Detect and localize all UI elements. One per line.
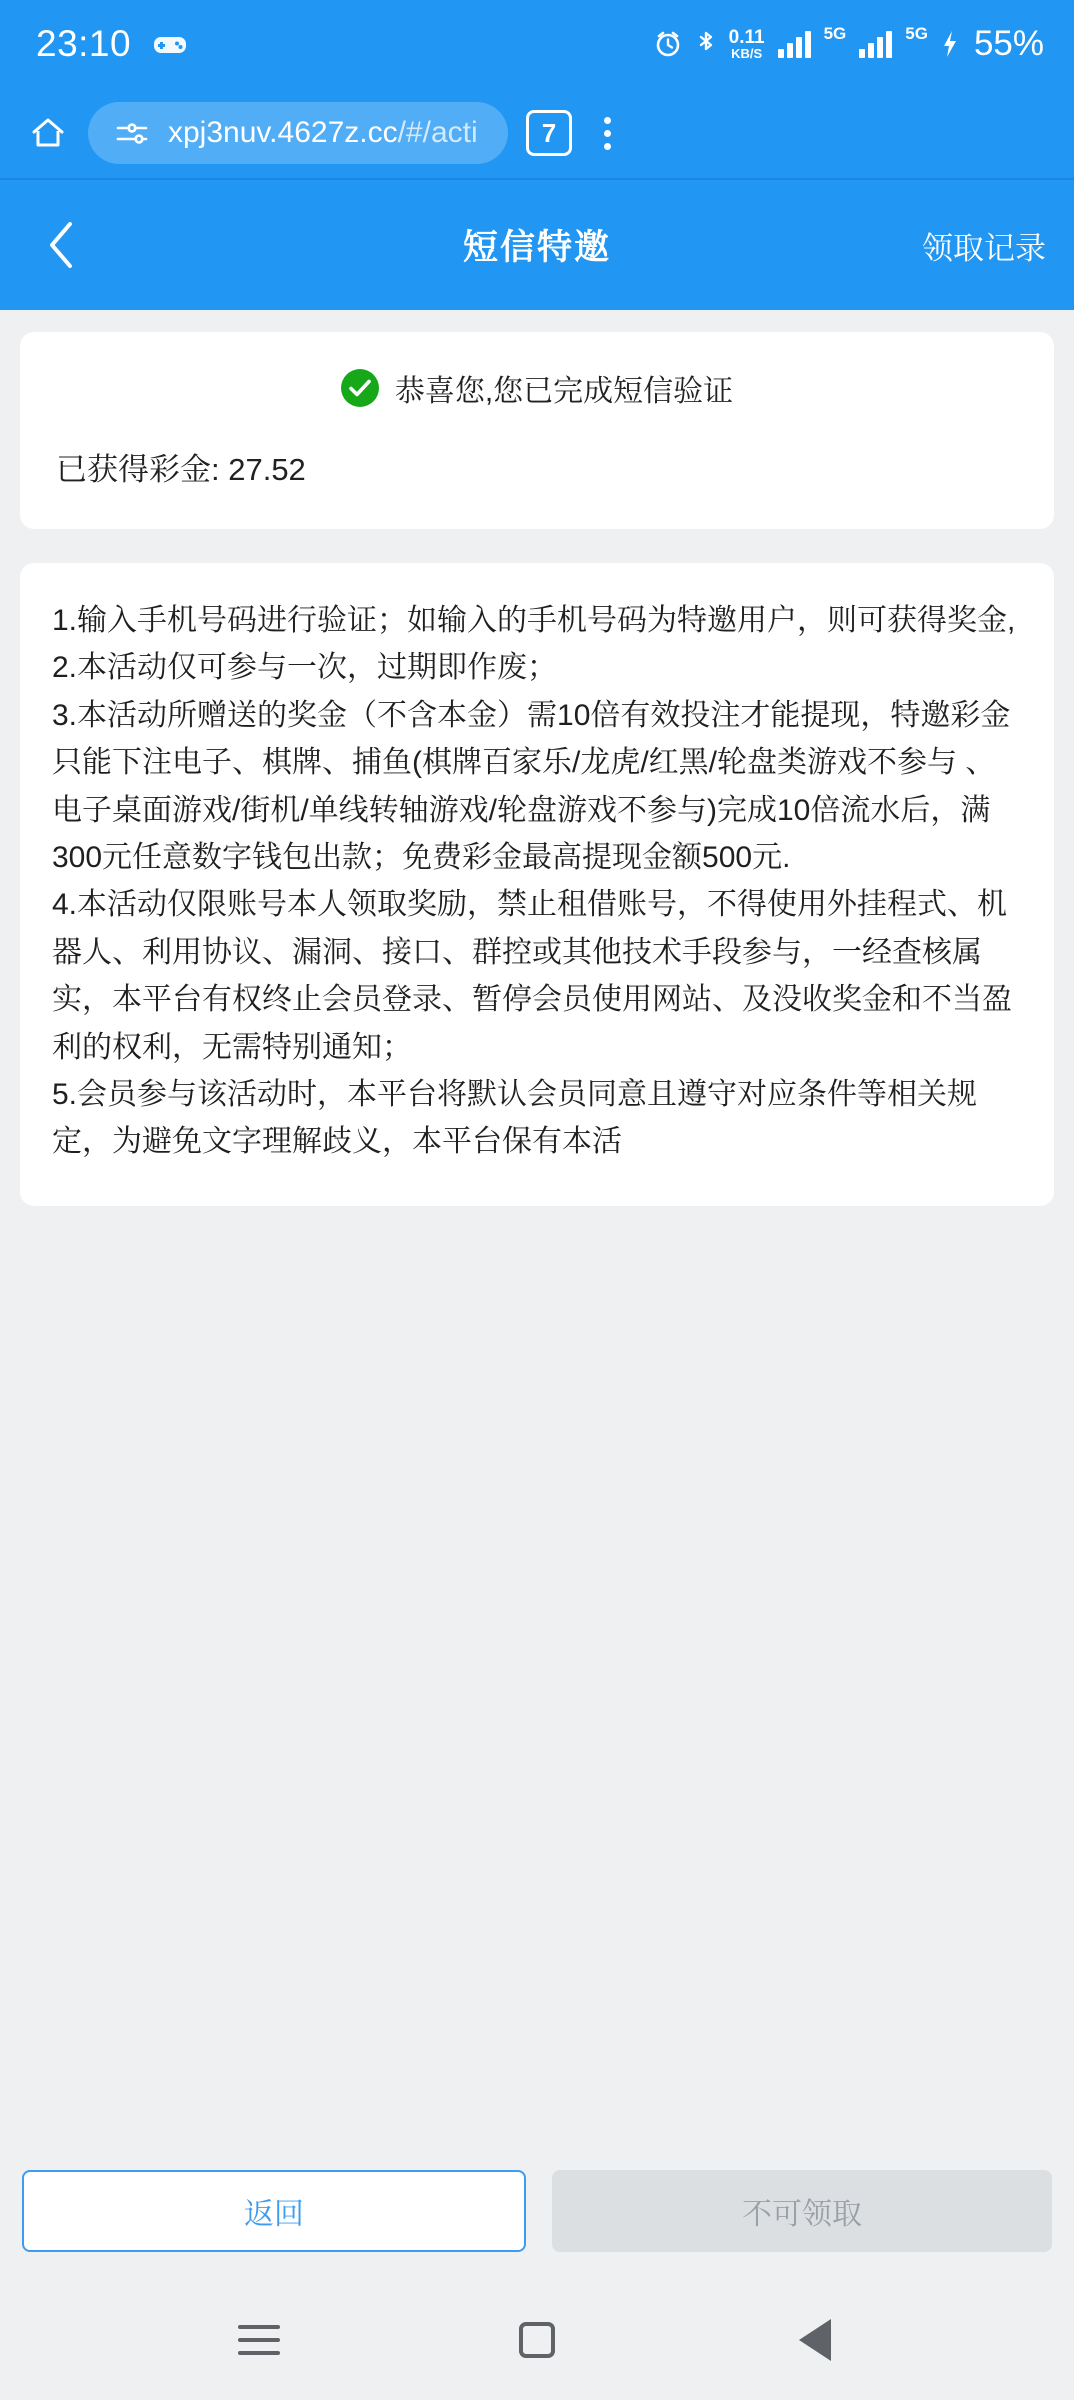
network-speed-unit: KB/S <box>731 46 763 61</box>
success-message: 恭喜您,您已完成短信验证 <box>394 375 734 408</box>
browser-toolbar <box>0 88 1074 178</box>
rule-line: 1.输入手机号码进行验证；如输入的手机号码为特邀用户，则可获得奖金, <box>52 604 1016 637</box>
sim1-network-label: 5G <box>823 24 847 43</box>
rule-line: 2.本活动仅可参与一次，过期即作废； <box>52 651 558 685</box>
claim-records-link[interactable]: 领取记录 <box>922 230 1046 266</box>
back-triangle-icon[interactable] <box>770 2305 860 2375</box>
back-button[interactable]: 返回 <box>22 2170 526 2252</box>
footer-actions <box>0 2170 1074 2252</box>
charging-bolt-icon <box>941 29 959 59</box>
recents-icon[interactable] <box>214 2305 304 2375</box>
tab-counter-button[interactable]: 7 <box>526 110 572 156</box>
status-bar-right <box>653 24 1044 64</box>
home-icon[interactable] <box>26 111 70 155</box>
page-title: 短信特邀 <box>462 228 611 267</box>
url-path: /#/acti <box>397 116 478 149</box>
overflow-menu-icon[interactable] <box>590 111 625 156</box>
status-bar-left <box>36 23 187 65</box>
back-chevron-icon[interactable] <box>28 210 98 280</box>
success-check-icon <box>341 369 379 407</box>
url-host: xpj3nuv.4627z.cc <box>168 116 398 149</box>
bluetooth-icon <box>696 29 716 59</box>
status-clock: 23:10 <box>36 23 132 64</box>
result-card <box>20 332 1054 529</box>
rules-card <box>20 563 1054 1206</box>
system-nav-bar <box>0 2280 1074 2400</box>
page-header <box>0 180 1074 310</box>
battery-percentage: 55% <box>973 24 1044 63</box>
network-speed-value: 0.11 <box>728 27 765 48</box>
bonus-amount-text: 已获得彩金: 27.52 <box>56 452 306 487</box>
address-bar[interactable] <box>88 102 508 164</box>
network-speed-indicator <box>729 28 765 60</box>
sim2-network-label: 5G <box>905 24 928 43</box>
success-row <box>52 366 1022 410</box>
rule-line: 3.本活动所赠送的奖金（不含本金）需10倍有效投注才能提现，特邀彩金只能下注电子、棋牌、捕鱼(棋牌百家乐/龙虎/红黑/轮盘类游戏不参与 、电子桌面游戏/街机/单线转轴游戏/轮盘游戏不参与)完成10倍流水后，满300元任意数字钱包出款；免费彩金最高提现金额500元. <box>52 698 1011 874</box>
rules-text <box>52 597 1022 1166</box>
page-content <box>0 310 1074 1206</box>
alarm-icon <box>653 29 683 59</box>
game-controller-icon <box>153 31 187 57</box>
home-square-icon[interactable] <box>492 2305 582 2375</box>
rule-line: 4.本活动仅限账号本人领取奖励，禁止租借账号，不得使用外挂程式、机器人、利用协议、漏洞、接口、群控或其他技术手段参与，一经查核属实，本平台有权终止会员登录、暂停会员使用网站、及没收奖金和不当盈利的权利，无需特别通知； <box>52 888 1012 1064</box>
address-bar-url <box>168 116 478 150</box>
claim-button: 不可领取 <box>552 2170 1052 2252</box>
site-settings-icon[interactable] <box>114 118 150 148</box>
signal-icon <box>778 30 811 58</box>
rule-line: 5.会员参与该活动时，本平台将默认会员同意且遵守对应条件等相关规定，为避免文字理解歧义，本平台保有本活 <box>52 1077 978 1159</box>
signal-icon-2 <box>859 30 892 58</box>
status-bar <box>0 0 1074 88</box>
